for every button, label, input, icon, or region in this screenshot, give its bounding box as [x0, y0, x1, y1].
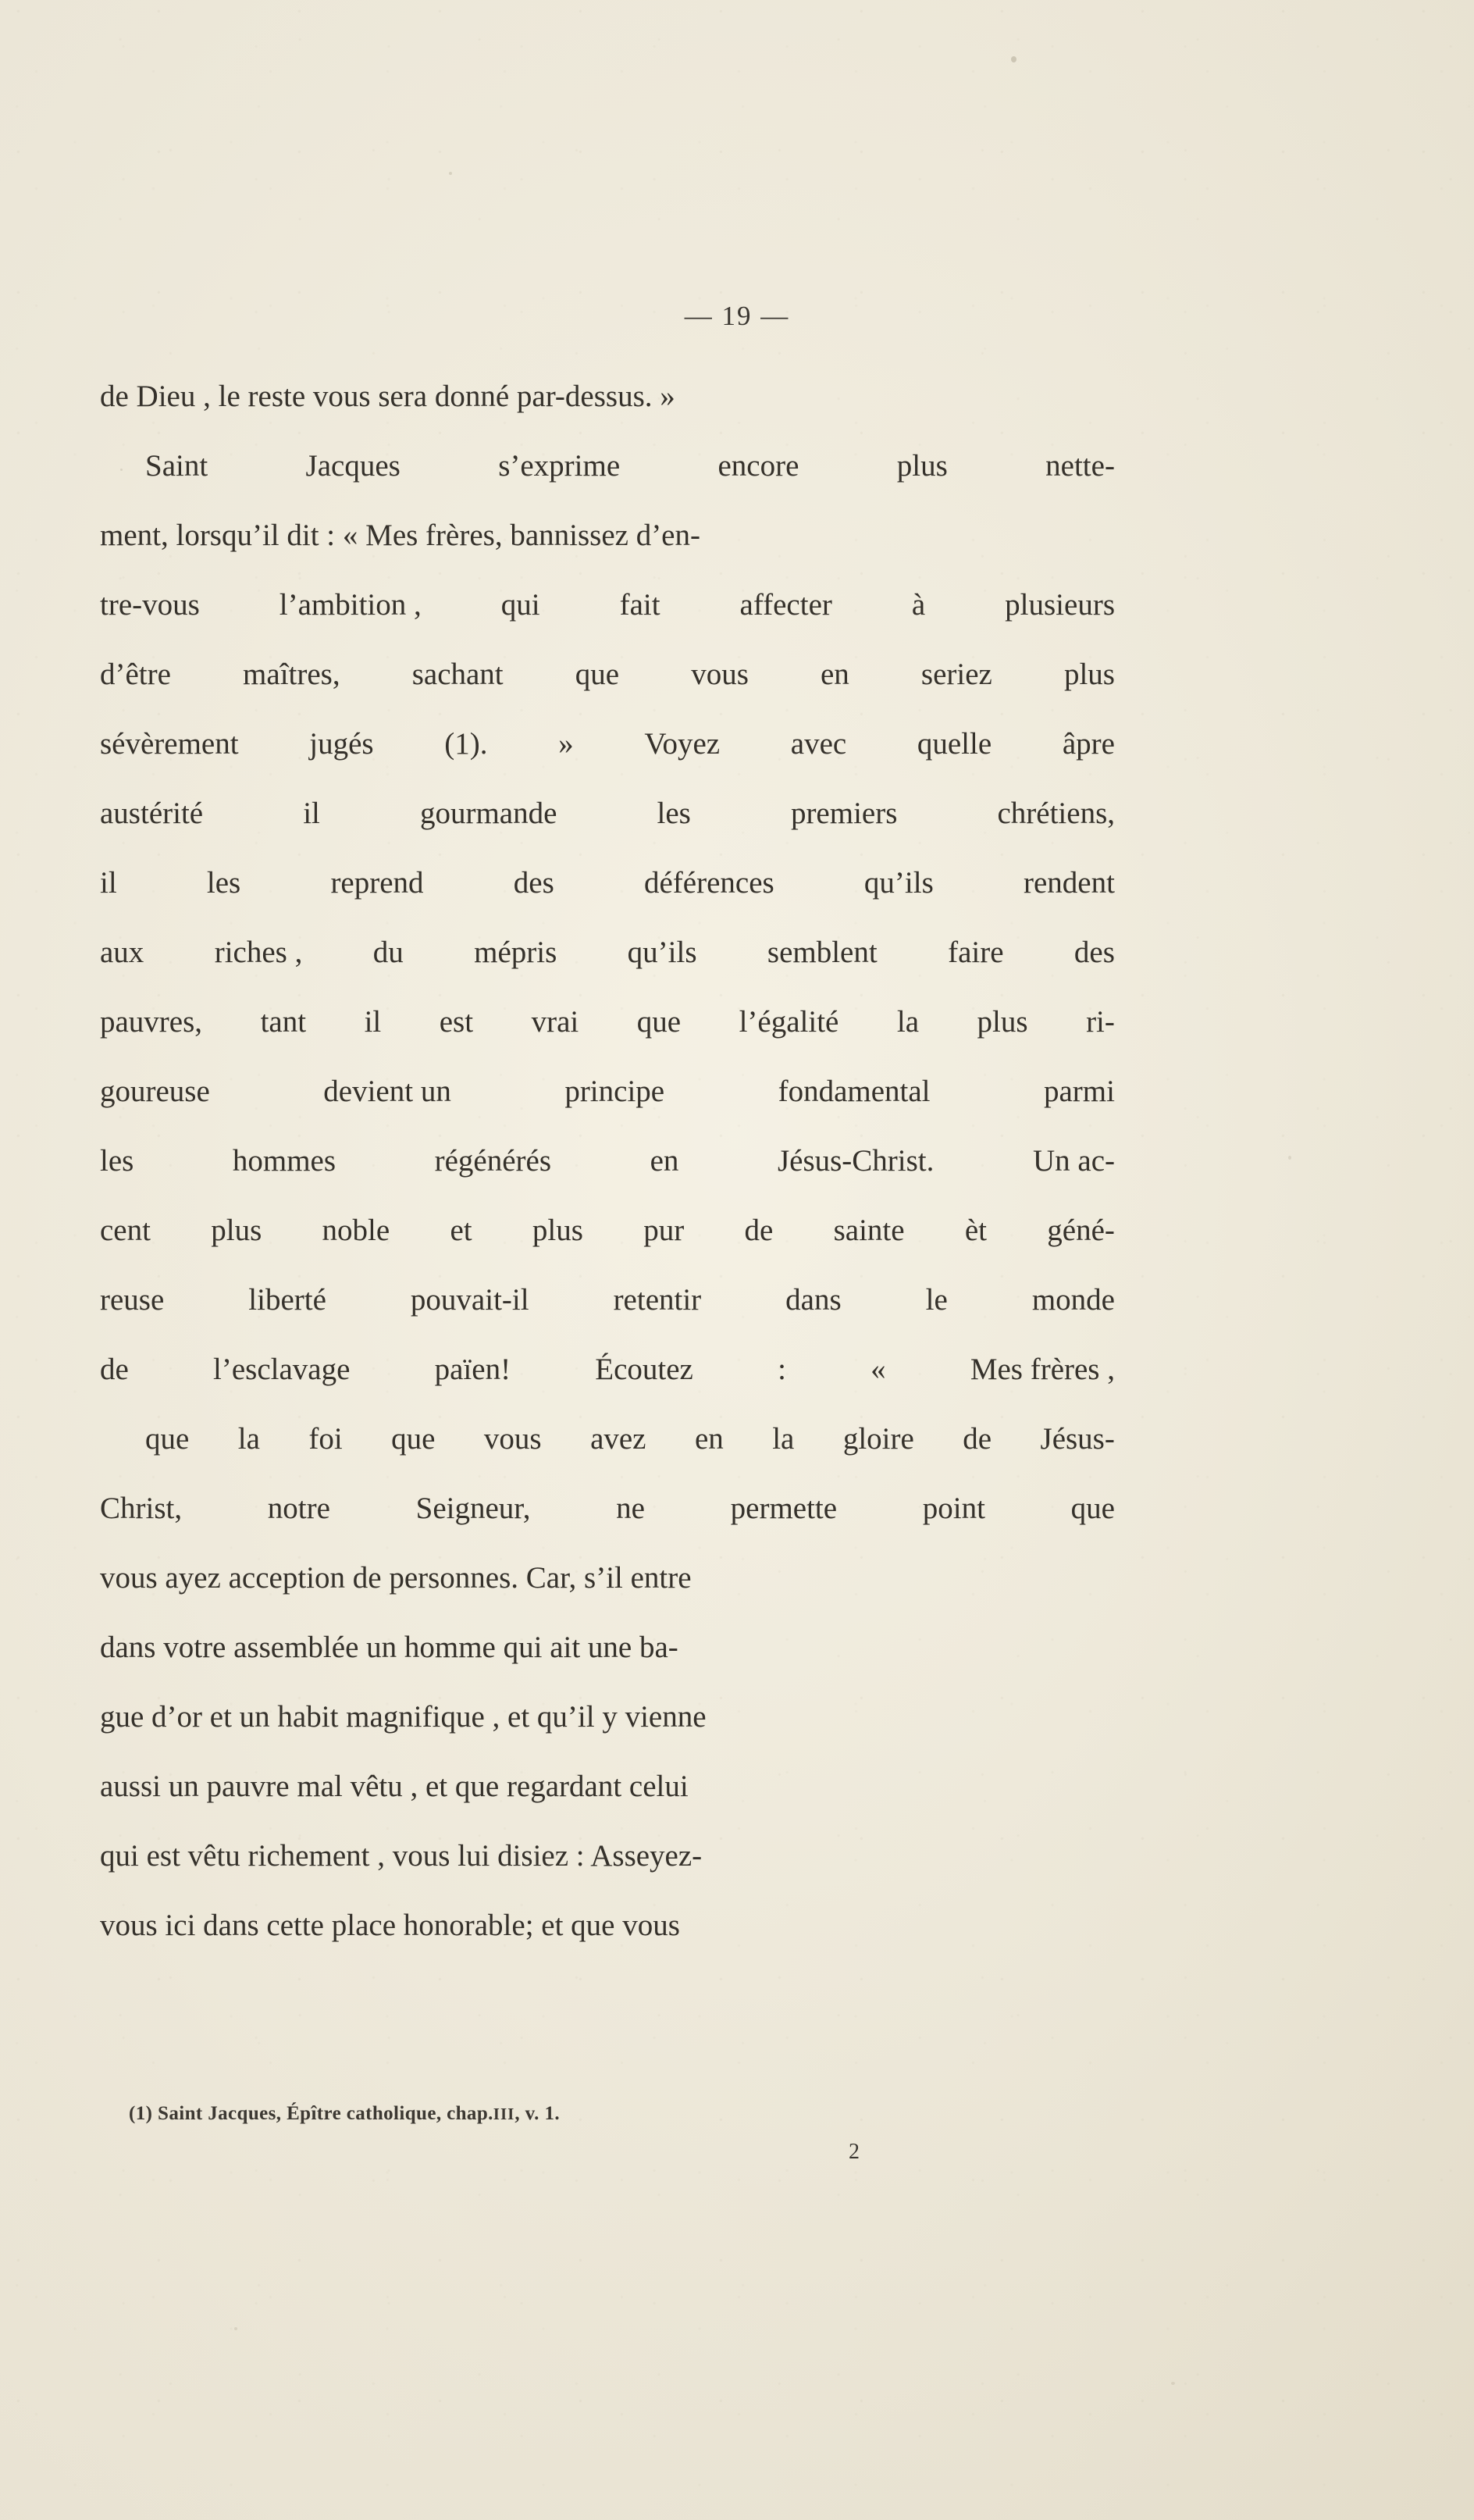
- text-line: Saint Jacques s’exprime encore plus nette-: [145, 449, 1115, 483]
- text-line: cent plus noble et plus pur de sainte èt géné-: [100, 1214, 1115, 1247]
- text-line: de Dieu , le reste vous sera donné par-dessus. »: [100, 380, 675, 413]
- footnote-roman-numeral: III: [493, 2105, 515, 2123]
- text-line: aux riches , du mépris qu’ils semblent faire des: [100, 936, 1115, 969]
- text-line: sévèrement jugés (1). » Voyez avec quelle âpre: [100, 727, 1115, 761]
- text-line: vous ayez acception de personnes. Car, s’il entre: [100, 1561, 692, 1595]
- text-line: ment, lorsqu’il dit : « Mes frères, bannissez d’en-: [100, 519, 700, 552]
- text-line: pauvres, tant il est vrai que l’égalité la plus ri-: [100, 1005, 1115, 1039]
- text-line: les hommes régénérés en Jésus-Christ. Un ac-: [100, 1144, 1115, 1178]
- footnote-marker: (1): [129, 2103, 153, 2124]
- text-line: goureuse devient un principe fondamental parmi: [100, 1075, 1115, 1108]
- text-line: qui est vêtu richement , vous lui disiez : Asseyez-: [100, 1839, 703, 1873]
- footnote: [129, 2101, 1128, 2127]
- body-text-block: [100, 362, 1115, 1960]
- footnote-text-before: Saint Jacques, Épître catholique, chap.: [158, 2103, 493, 2124]
- text-line: aussi un pauvre mal vêtu , et que regardant celui: [100, 1770, 689, 1803]
- text-line: austérité il gourmande les premiers chrétiens,: [100, 797, 1115, 830]
- text-line: dans votre assemblée un homme qui ait une ba-: [100, 1631, 678, 1664]
- text-line: gue d’or et un habit magnifique , et qu’il y vienne: [100, 1700, 707, 1734]
- signature-mark: 2: [849, 2140, 860, 2164]
- text-line: d’être maîtres, sachant que vous en seriez plus: [100, 658, 1115, 691]
- text-line: Christ, notre Seigneur, ne permette point que: [100, 1492, 1115, 1525]
- text-line: tre-vous l’ambition , qui fait affecter à plusieurs: [100, 588, 1115, 622]
- text-line: vous ici dans cette place honorable; et que vous: [100, 1909, 680, 1942]
- text-line: que la foi que vous avez en la gloire de Jésus-: [145, 1422, 1115, 1456]
- page-folio: — 19 —: [684, 301, 790, 331]
- text-line: il les reprend des déférences qu’ils rendent: [100, 866, 1115, 900]
- text-line: de l’esclavage païen! Écoutez : « Mes frères ,: [100, 1353, 1115, 1386]
- footnote-text-after: , v. 1.: [514, 2103, 560, 2124]
- text-line: reuse liberté pouvait-il retentir dans le monde: [100, 1283, 1115, 1317]
